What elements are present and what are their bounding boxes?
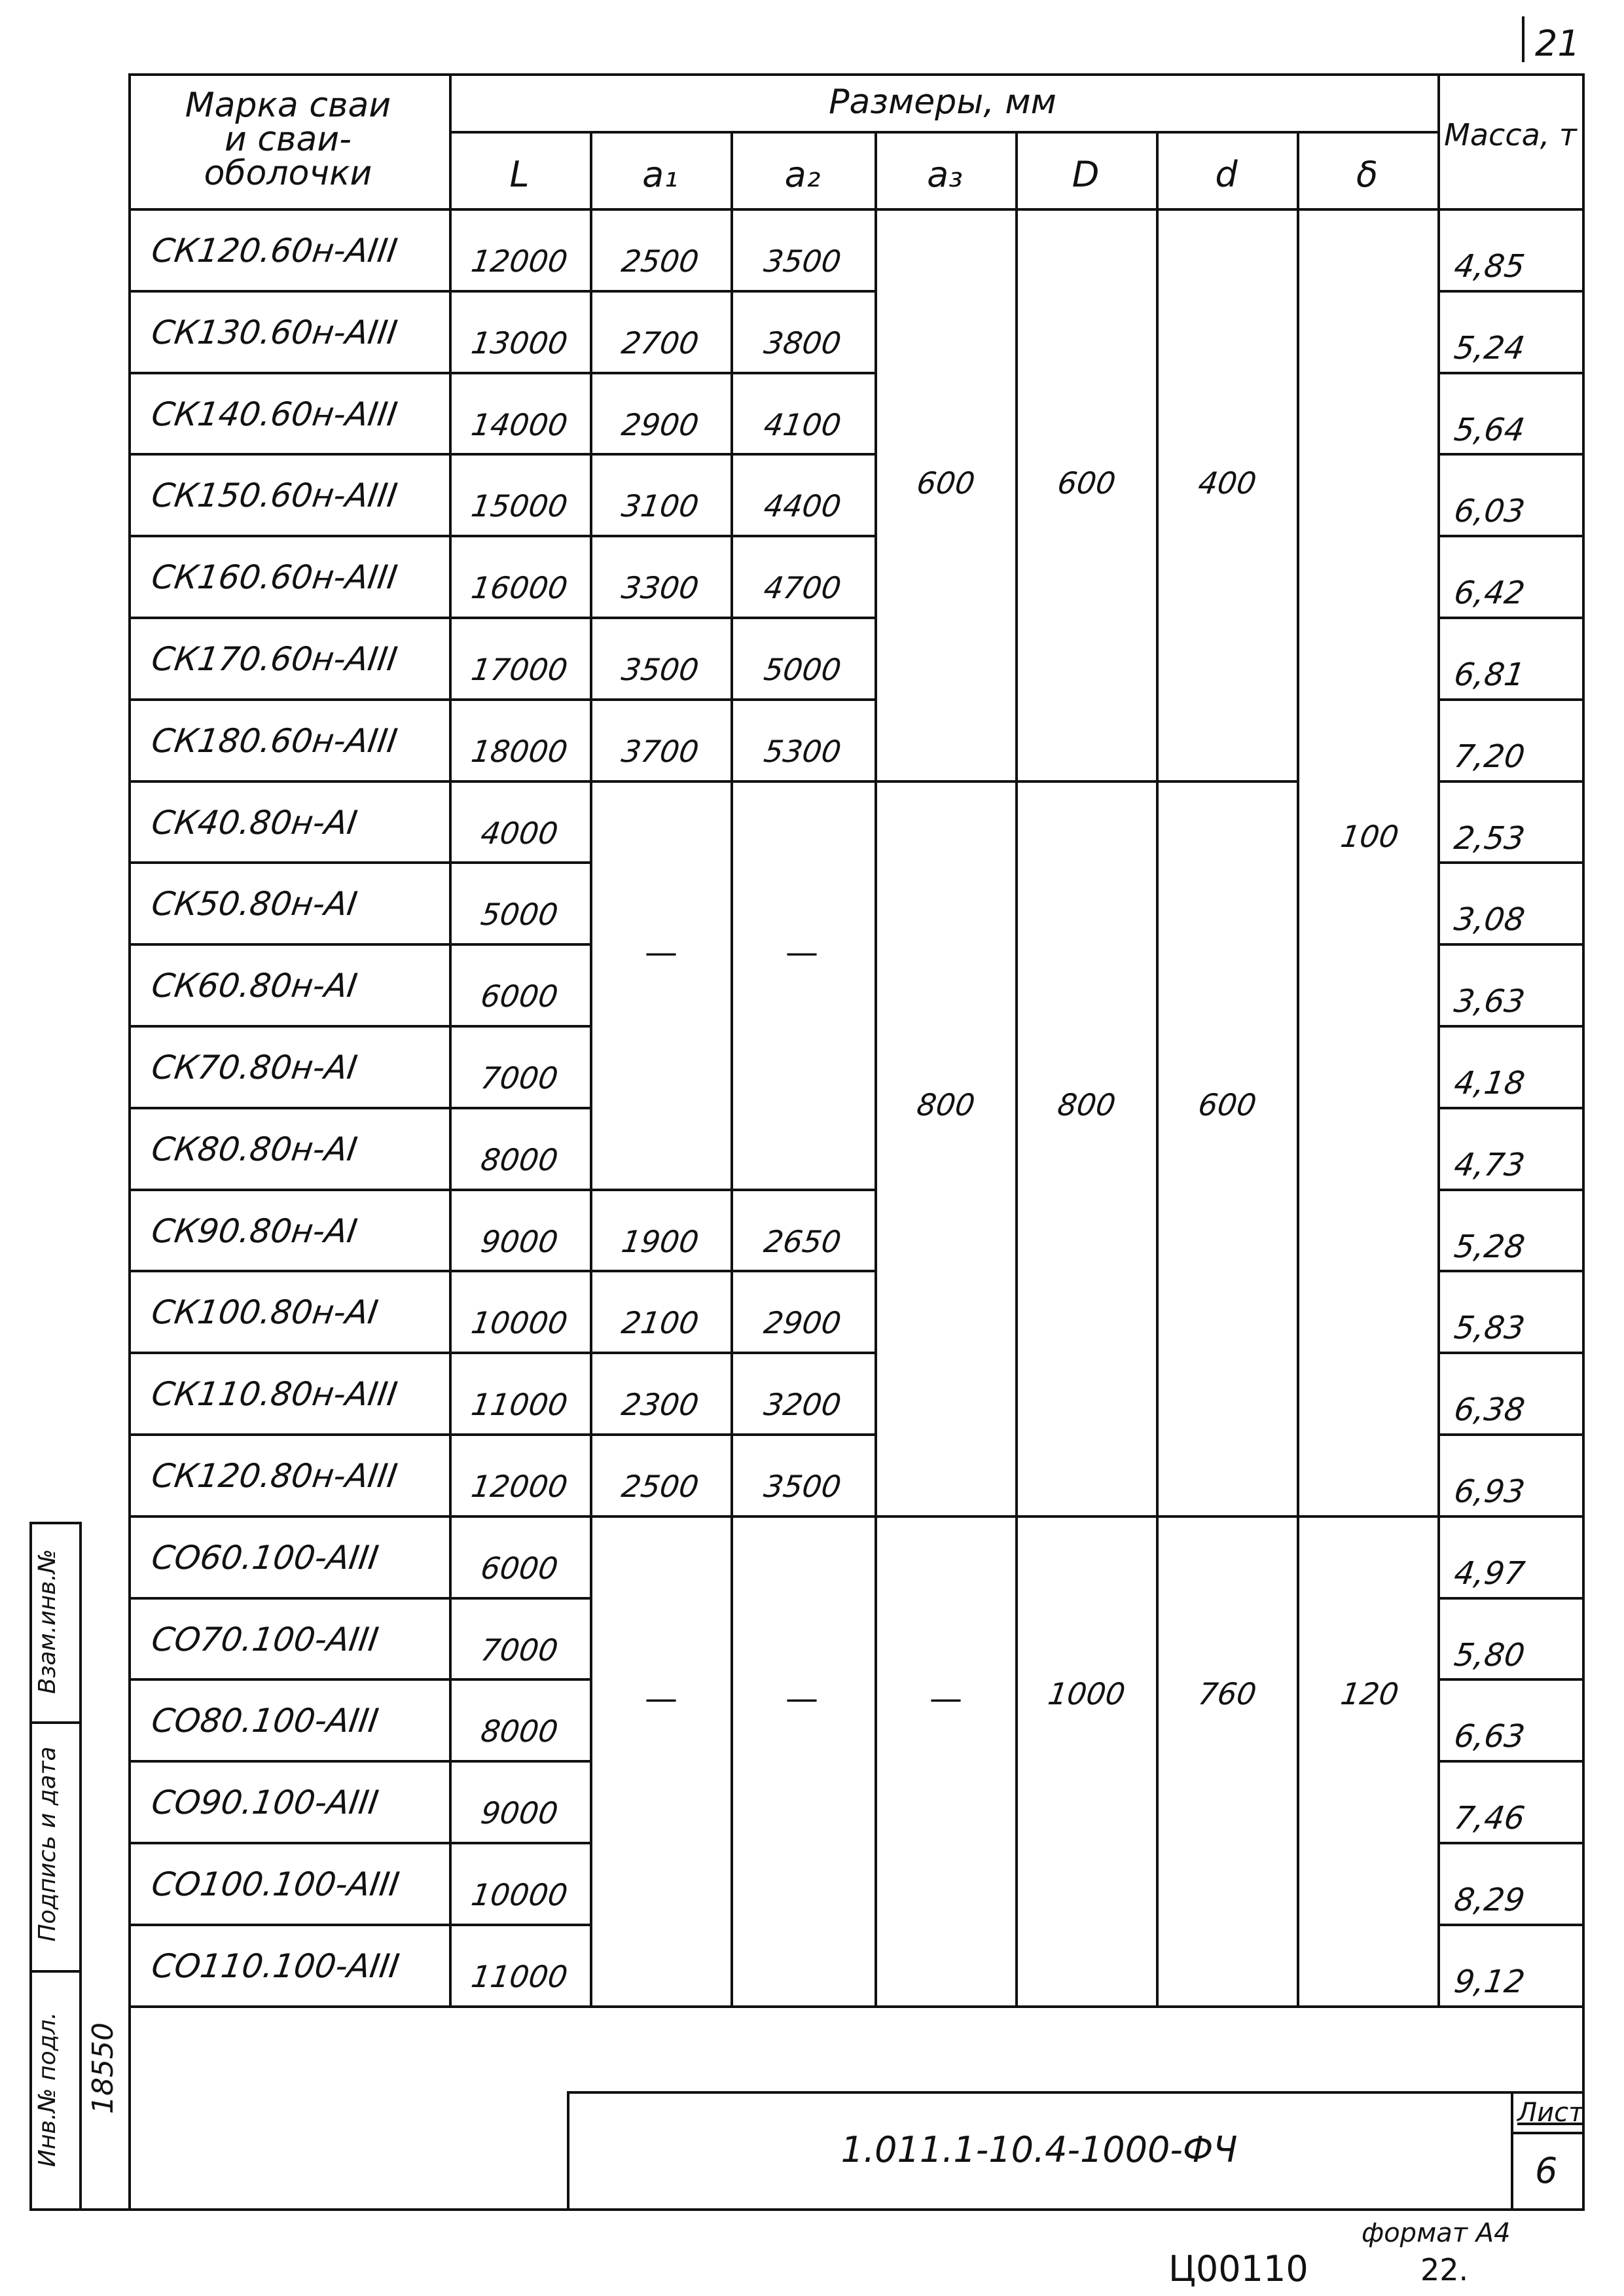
stamp-sign-date-label: Подпись и дата: [34, 1746, 61, 1942]
row-cell-a1: 2100: [619, 1305, 701, 1341]
row-mass: 5,80: [1452, 1636, 1527, 1674]
row-line: [1437, 1597, 1582, 1600]
row-line: [1437, 1433, 1582, 1436]
row-line: [1297, 1515, 1437, 1518]
row-cell-a1: 2500: [619, 243, 701, 279]
row-cell-L: 7000: [478, 1060, 560, 1096]
row-cell-a2: 2900: [761, 1305, 844, 1341]
row-line: [1437, 535, 1582, 537]
row-line: [590, 290, 875, 293]
row-line: [1437, 780, 1582, 783]
header-mark-label: [131, 86, 445, 193]
row-mass: 4,85: [1452, 248, 1527, 285]
row-line: [590, 1270, 875, 1272]
row-mark: СК130.60н-АIII: [149, 313, 400, 351]
row-mass: 6,81: [1452, 656, 1527, 693]
row-line: [128, 453, 590, 456]
row-line: [1437, 1270, 1582, 1272]
row-line: [1437, 1189, 1582, 1191]
sheet-number: 6: [1535, 2150, 1558, 2191]
row-line: [1437, 1515, 1582, 1518]
title-block-top-line: [567, 2091, 1582, 2094]
body-col-line-L: [590, 208, 592, 2005]
row-mass: 7,20: [1452, 738, 1527, 775]
row-line: [875, 1515, 1297, 1518]
row-line: [128, 943, 590, 946]
row-line: [1437, 372, 1582, 374]
frame-left-line: [128, 73, 131, 2211]
row-mass: 3,08: [1452, 901, 1527, 939]
row-line: [1297, 2005, 1437, 2008]
row-line: [128, 1189, 590, 1191]
row-mark: СК50.80н-АI: [149, 885, 360, 924]
format-label: формат А4: [1362, 2218, 1511, 2248]
row-line: [590, 1352, 875, 1354]
row-mark: СО80.100-АIII: [149, 1702, 381, 1740]
row-mass: 7,46: [1452, 1800, 1527, 1837]
row-mass: 6,38: [1452, 1391, 1527, 1429]
row-line: [875, 780, 1297, 783]
row-cell-a2: 4100: [761, 406, 844, 442]
row-line: [590, 2005, 875, 2008]
row-cell-L: 11000: [469, 1387, 570, 1423]
row-cell-L: 10000: [469, 1305, 570, 1341]
row-cell-L: 4000: [478, 815, 560, 851]
row-line: [1437, 1842, 1582, 1844]
row-cell-a2: 5000: [761, 652, 844, 687]
row-mark: СК90.80н-АI: [149, 1211, 360, 1250]
g1-D-value: 600: [1055, 465, 1118, 501]
row-line: [128, 861, 590, 864]
row-line: [128, 780, 590, 783]
row-line: [1437, 943, 1582, 946]
row-mass: 3,63: [1452, 983, 1527, 1020]
row-mark: СК100.80н-АI: [149, 1293, 381, 1332]
row-cell-L: 5000: [478, 897, 560, 933]
row-line: [1437, 2005, 1582, 2008]
row-mark: СК160.60н-АIII: [149, 558, 400, 597]
header-col-6: d: [1215, 154, 1238, 195]
row-cell-L: 14000: [469, 406, 570, 442]
row-line: [590, 698, 875, 701]
stamp-top-line: [29, 1522, 82, 1524]
row-cell-a2: 2650: [761, 1223, 844, 1259]
archive-code: Ц00110: [1168, 2248, 1308, 2289]
row-mass: 4,97: [1452, 1554, 1527, 1592]
row-line: [128, 617, 590, 619]
row-cell-L: 12000: [469, 1469, 570, 1504]
row-line: [590, 535, 875, 537]
row-line: [1437, 290, 1582, 293]
sheet-label: Лист: [1517, 2098, 1584, 2128]
stamp-vzam-inv-label: Взам.инв.№: [34, 1549, 61, 1695]
stamp-divider-2: [29, 1970, 82, 1973]
row-line: [128, 372, 590, 374]
doc-code: 1.011.1-10.4-1000-ФЧ: [840, 2129, 1238, 2170]
row-cell-a1: 2700: [619, 325, 701, 361]
g2-a1-dash: —: [645, 933, 677, 971]
g3-a2-dash: —: [785, 1679, 818, 1717]
g2-D-value: 800: [1055, 1087, 1118, 1122]
g2-d-value: 600: [1196, 1087, 1259, 1122]
header-mass-label: Масса, т: [1444, 117, 1577, 152]
row-cell-a2: 5300: [761, 733, 844, 769]
stamp-inner-line: [79, 1522, 82, 2209]
row-line: [128, 698, 590, 701]
row-cell-L: 9000: [478, 1795, 560, 1831]
header-col-5: D: [1072, 154, 1100, 195]
stamp-outer-left-line: [29, 1522, 32, 2209]
row-cell-a1: 2300: [619, 1387, 701, 1423]
row-cell-L: 13000: [469, 325, 570, 361]
frame-right-line: [1582, 73, 1585, 2211]
row-mark: СК80.80н-АI: [149, 1130, 360, 1168]
row-line: [1437, 1678, 1582, 1681]
row-mass: 6,03: [1452, 493, 1527, 530]
row-mark: СК120.60н-АIII: [149, 232, 400, 270]
row-mark: СК170.60н-АIII: [149, 640, 400, 678]
archive-page: 22.: [1420, 2252, 1469, 2287]
row-mark: СО70.100-АIII: [149, 1620, 381, 1659]
row-cell-L: 8000: [478, 1141, 560, 1177]
row-cell-L: 16000: [469, 570, 570, 606]
row-mark: СО100.100-АIII: [149, 1865, 402, 1903]
row-line: [590, 617, 875, 619]
header-col-7: δ: [1356, 154, 1379, 195]
row-line: [128, 1842, 590, 1844]
g3-delta-value: 120: [1338, 1676, 1401, 1712]
header-mid-line: [449, 131, 1437, 134]
g2-a2-dash: —: [785, 933, 818, 971]
row-line: [590, 372, 875, 374]
delta-g1g2-value: 100: [1338, 819, 1401, 854]
header-col-3: a₂: [784, 154, 821, 195]
row-mark: СК140.60н-АIII: [149, 395, 400, 433]
row-line: [1437, 617, 1582, 619]
row-line: [128, 1760, 590, 1763]
row-line: [590, 1189, 875, 1191]
row-line: [875, 2005, 1297, 2008]
row-mass: 2,53: [1452, 819, 1527, 857]
row-mass: 6,93: [1452, 1473, 1527, 1510]
row-line: [1437, 1924, 1582, 1926]
row-line: [1437, 1025, 1582, 1028]
stamp-inv-podl-value: 18550: [86, 2022, 120, 2114]
body-col-line-d: [1297, 208, 1299, 2005]
row-cell-L: 8000: [478, 1713, 560, 1749]
row-mark: СК60.80н-АI: [149, 967, 360, 1005]
row-cell-a2: 4400: [761, 488, 844, 524]
row-cell-L: 10000: [469, 1877, 570, 1912]
header-dims-label: Размеры, мм: [829, 82, 1056, 122]
title-block-sheet-divider: [1511, 2132, 1585, 2134]
g3-D-value: 1000: [1045, 1676, 1128, 1712]
row-cell-L: 12000: [469, 243, 570, 279]
title-block-sheet-line: [1511, 2091, 1513, 2210]
page-number-top: 21: [1535, 23, 1580, 64]
row-cell-a2: 3800: [761, 325, 844, 361]
row-cell-L: 6000: [478, 978, 560, 1014]
row-cell-a1: 3700: [619, 733, 701, 769]
row-mark: СО60.100-АIII: [149, 1538, 381, 1577]
row-line: [128, 290, 590, 293]
row-line: [128, 1025, 590, 1028]
row-mark: СК110.80н-АIII: [149, 1375, 400, 1414]
row-cell-L: 15000: [469, 488, 570, 524]
row-mass: 6,42: [1452, 575, 1527, 612]
row-mass: 5,24: [1452, 329, 1527, 367]
row-line: [590, 780, 875, 783]
row-mass: 5,83: [1452, 1310, 1527, 1347]
row-line: [1437, 453, 1582, 456]
g2-a3-value: 800: [914, 1087, 977, 1122]
row-cell-L: 6000: [478, 1550, 560, 1586]
g3-a3-dash: —: [929, 1679, 962, 1717]
row-line: [128, 1597, 590, 1600]
row-mass: 6,63: [1452, 1718, 1527, 1755]
header-col-4: a₃: [927, 154, 963, 195]
row-cell-a1: 2900: [619, 406, 701, 442]
row-line: [1437, 861, 1582, 864]
row-cell-a2: 4700: [761, 570, 844, 606]
row-mark: СО90.100-АIII: [149, 1784, 381, 1822]
stamp-inv-podl-label: Инв.№ подл.: [34, 2012, 61, 2167]
row-mark: СК40.80н-АI: [149, 803, 360, 842]
row-cell-a1: 3500: [619, 652, 701, 687]
row-cell-L: 11000: [469, 1958, 570, 1994]
row-line: [1437, 1760, 1582, 1763]
row-cell-L: 17000: [469, 652, 570, 687]
row-line: [128, 2005, 590, 2008]
row-line: [1437, 1107, 1582, 1109]
row-line: [590, 1433, 875, 1436]
row-cell-a1: 3100: [619, 488, 701, 524]
row-line: [128, 535, 590, 537]
header-col-1: L: [509, 154, 530, 195]
row-mass: 8,29: [1452, 1882, 1527, 1918]
row-mass: 9,12: [1452, 1963, 1527, 2000]
row-cell-a2: 3500: [761, 243, 844, 279]
row-cell-a1: 1900: [619, 1223, 701, 1259]
row-cell-L: 7000: [478, 1632, 560, 1668]
frame-top-line: [128, 73, 1585, 76]
header-mark-label-text: Марка сваи и сваи-оболочки: [185, 86, 391, 193]
row-line: [590, 1515, 875, 1518]
row-mark: СК150.60н-АIII: [149, 476, 400, 515]
row-mark: СК120.80н-АIII: [149, 1457, 400, 1495]
g1-d-value: 400: [1196, 465, 1259, 501]
row-mass: 5,28: [1452, 1228, 1527, 1265]
row-line: [128, 1678, 590, 1681]
row-line: [128, 1515, 590, 1518]
header-bottom-line: [128, 208, 1582, 211]
row-cell-L: 18000: [469, 733, 570, 769]
row-mass: 4,73: [1452, 1146, 1527, 1183]
row-mark: СО110.100-АIII: [149, 1946, 402, 1985]
row-line: [1437, 1352, 1582, 1354]
header-col-2: a₁: [642, 154, 678, 195]
row-line: [590, 453, 875, 456]
row-mark: СК70.80н-АI: [149, 1049, 360, 1086]
row-mass: 4,18: [1452, 1065, 1527, 1102]
row-mark: СК180.60н-АIII: [149, 721, 400, 760]
body-col-line-a1: [731, 208, 733, 2005]
frame-bottom-line: [29, 2208, 1585, 2211]
row-line: [1437, 698, 1582, 701]
row-mass: 5,64: [1452, 411, 1527, 448]
row-cell-a2: 3500: [761, 1469, 844, 1504]
g3-d-value: 760: [1196, 1676, 1259, 1712]
row-line: [128, 1352, 590, 1354]
page-number-bracket: [1522, 16, 1525, 62]
row-cell-a1: 3300: [619, 570, 701, 606]
g3-a1-dash: —: [645, 1679, 677, 1717]
row-cell-a2: 3200: [761, 1387, 844, 1423]
g1-a3-value: 600: [914, 465, 977, 501]
row-cell-a1: 2500: [619, 1469, 701, 1504]
row-line: [128, 1924, 590, 1926]
row-cell-L: 9000: [478, 1223, 560, 1259]
row-line: [128, 1107, 590, 1109]
row-line: [128, 1270, 590, 1272]
row-line: [128, 1433, 590, 1436]
